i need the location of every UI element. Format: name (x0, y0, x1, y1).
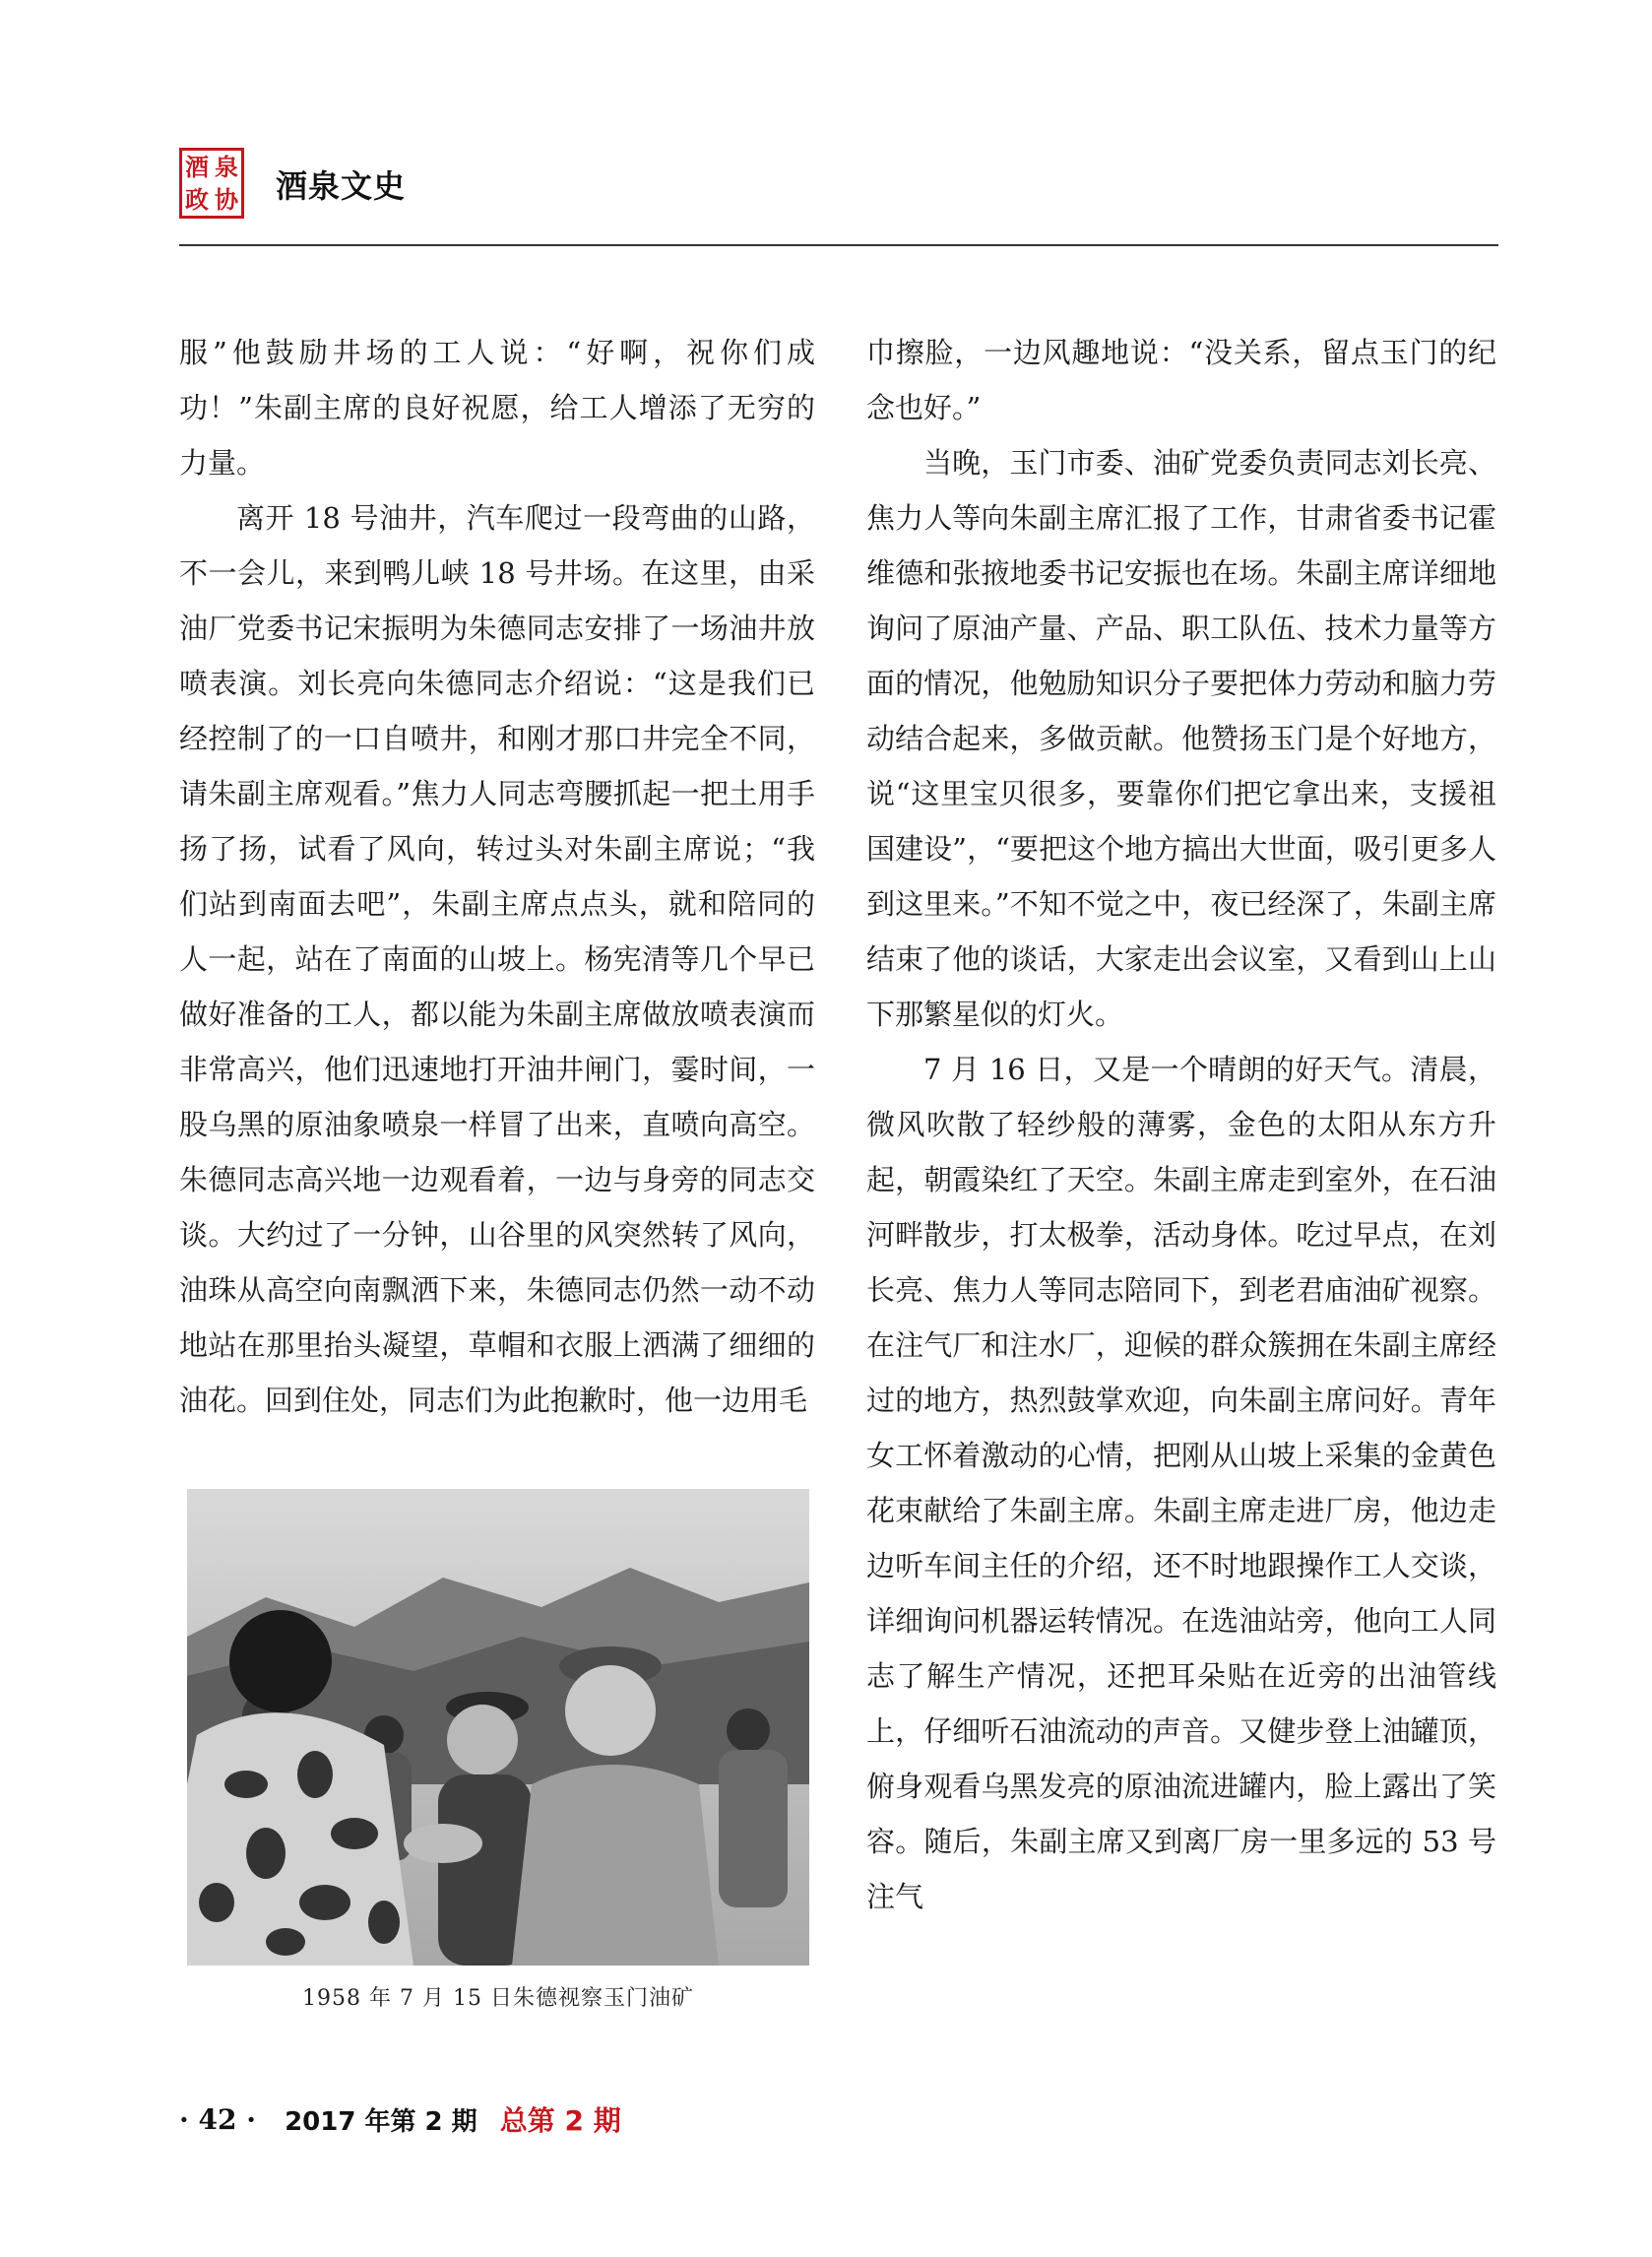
left-column (179, 325, 815, 1428)
seal-char: 协 (215, 184, 238, 214)
magazine-title: 酒泉文史 (276, 167, 407, 205)
paragraph: 服”他鼓励井场的工人说：“好啊，祝你们成功！”朱副主席的良好祝愿，给工人增添了无穷的力量。 (179, 336, 815, 480)
page-header (179, 148, 1498, 228)
seal-char: 政 (185, 184, 209, 214)
seal-char: 泉 (215, 152, 238, 181)
seal-char: 酒 (185, 152, 209, 181)
right-column (866, 325, 1496, 1924)
photo-caption: 1958 年 7 月 15 日朱德视察玉门油矿 (302, 1986, 694, 2011)
logo-seal (179, 148, 244, 219)
issue-label: 2017 年第 2 期 (285, 2106, 477, 2137)
page-footer (179, 2099, 621, 2147)
header-divider (179, 244, 1498, 246)
total-issue-label: 总第 2 期 (499, 2104, 621, 2137)
paragraph: 离开 18 号油井，汽车爬过一段弯曲的山路，不一会儿，来到鸭儿峡 18 号井场。在这里，由采油厂党委书记宋振明为朱德同志安排了一场油井放喷表演。刘长亮向朱德同志介绍说：“这是我们已经控制了的一口自喷井，和刚才那口井完全不同，请朱副主席观看。”焦力人同志弯腰抓起一把土用手扬了扬，试看了风向，转过头对朱副主席说；“我们站到南面去吧”，朱副主席点点头，就和陪同的人一起，站在了南面的山坡上。杨宪清等几个早已做好准备的工人，都以能为朱副主席做放喷表演而非常高兴，他们迅速地打开油井闸门，霎时间，一股乌黑的原油象喷泉一样冒了出来，直喷向高空。朱德同志高兴地一边观看着，一边与身旁的同志交谈。大约过了一分钟，山谷里的风突然转了风向，油珠从高空向南飘洒下来，朱德同志仍然一动不动地站在那里抬头凝望，草帽和衣服上洒满了细细的油花。回到住处，同志们为此抱歉时，他一边用毛 (179, 501, 815, 1417)
historical-photo (187, 1489, 809, 1966)
page-number: · 42 · (179, 2102, 256, 2136)
paragraph: 当晚，玉门市委、油矿党委负责同志刘长亮、焦力人等向朱副主席汇报了工作，甘肃省委书记霍维德和张掖地委书记安振也在场。朱副主席详细地询问了原油产量、产品、职工队伍、技术力量等方面的情况，他勉励知识分子要把体力劳动和脑力劳动结合起来，多做贡献。他赞扬玉门是个好地方，说“这里宝贝很多，要靠你们把它拿出来，支援祖国建设”，“要把这个地方搞出大世面，吸引更多人到这里来。”不知不觉之中，夜已经深了，朱副主席结束了他的谈话，大家走出会议室，又看到山上山下那繁星似的灯火。 (866, 446, 1496, 1031)
paragraph: 7 月 16 日，又是一个晴朗的好天气。清晨，微风吹散了轻纱般的薄雾，金色的太阳从东方升起，朝霞染红了天空。朱副主席走到室外，在石油河畔散步，打太极拳，活动身体。吃过早点，在刘长亮、焦力人等同志陪同下，到老君庙油矿视察。在注气厂和注水厂，迎候的群众簇拥在朱副主席经过的地方，热烈鼓掌欢迎，向朱副主席问好。青年女工怀着激动的心情，把刚从山坡上采集的金黄色花束献给了朱副主席。朱副主席走进厂房，他边走边听车间主任的介绍，还不时地跟操作工人交谈，详细询问机器运转情况。在选油站旁，他向工人同志了解生产情况，还把耳朵贴在近旁的出油管线上，仔细听石油流动的声音。又健步登上油罐顶，俯身观看乌黑发亮的原油流进罐内，脸上露出了笑容。随后，朱副主席又到离厂房一里多远的 53 号注气 (866, 1053, 1496, 1913)
paragraph: 巾擦脸，一边风趣地说：“没关系，留点玉门的纪念也好。” (866, 336, 1496, 424)
